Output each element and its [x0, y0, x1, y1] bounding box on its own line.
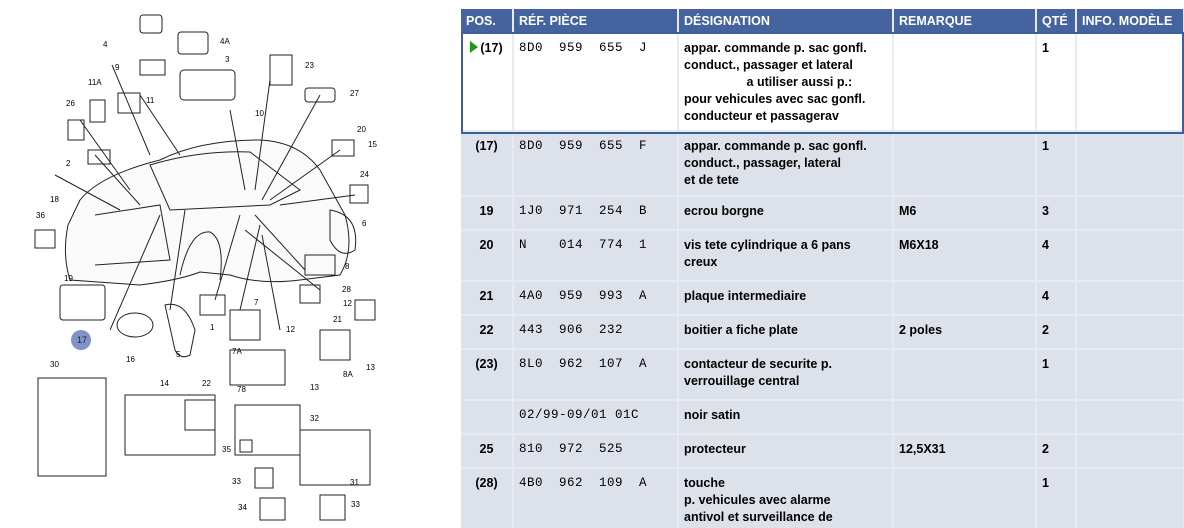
- row-ref: 4A0 959 993 A: [513, 281, 678, 315]
- row-qty: 2: [1036, 434, 1076, 468]
- row-qty: 1: [1036, 131, 1076, 196]
- row-info: [1076, 196, 1184, 230]
- callout-label[interactable]: 4A: [220, 37, 230, 46]
- callout-label[interactable]: 23: [305, 61, 314, 70]
- row-pos: 21: [461, 281, 513, 315]
- table-row[interactable]: [461, 434, 1184, 468]
- table-row[interactable]: [461, 468, 1184, 528]
- callout-label[interactable]: 1: [210, 323, 215, 332]
- row-info: [1076, 33, 1184, 131]
- row-info: [1076, 349, 1184, 400]
- row-info: [1076, 315, 1184, 349]
- callout-label[interactable]: 9: [115, 63, 120, 72]
- table-row[interactable]: [461, 315, 1184, 349]
- callout-label[interactable]: 11A: [88, 78, 102, 87]
- callout-label[interactable]: 27: [350, 89, 359, 98]
- callout-label[interactable]: 30: [50, 360, 59, 369]
- row-pos: 20: [461, 230, 513, 281]
- row-pos: (28): [461, 468, 513, 528]
- callout-label[interactable]: 78: [237, 385, 246, 394]
- callout-label[interactable]: 5: [176, 350, 181, 359]
- callout-label[interactable]: 13: [366, 363, 375, 372]
- callout-label[interactable]: 8: [345, 262, 350, 271]
- row-designation: touche p. vehicules avec alarme antivol et surveillance de: [678, 468, 893, 528]
- row-ref: 02/99-09/01 01C: [513, 400, 678, 434]
- callout-label[interactable]: 32: [310, 414, 319, 423]
- callout-label[interactable]: 11: [146, 96, 155, 105]
- parts-table: [461, 9, 1184, 528]
- row-info: [1076, 434, 1184, 468]
- row-qty: 2: [1036, 315, 1076, 349]
- callout-label[interactable]: 2: [66, 159, 71, 168]
- row-qty: [1036, 400, 1076, 434]
- callout-label[interactable]: 4: [103, 40, 108, 49]
- row-ref: 443 906 232: [513, 315, 678, 349]
- row-qty: 1: [1036, 33, 1076, 131]
- row-pos: (17): [461, 131, 513, 196]
- callout-label[interactable]: 7A: [232, 347, 242, 356]
- callout-label[interactable]: 15: [368, 140, 377, 149]
- callout-label[interactable]: 31: [350, 478, 359, 487]
- row-designation: appar. commande p. sac gonfl. conduct., passager et lateral a utiliser aussi p.: pour vehicules avec sac gonfl. conducteur et passagerav: [678, 33, 893, 131]
- row-info: [1076, 230, 1184, 281]
- row-qty: 4: [1036, 230, 1076, 281]
- row-remark: 12,5X31: [893, 434, 1036, 468]
- callout-label[interactable]: 8A: [343, 370, 353, 379]
- row-pos: 22: [461, 315, 513, 349]
- row-designation: appar. commande p. sac gonfl. conduct., passager, lateral et de tete: [678, 131, 893, 196]
- callout-label[interactable]: 35: [222, 445, 231, 454]
- callout-label[interactable]: 36: [36, 211, 45, 220]
- row-remark: [893, 281, 1036, 315]
- parts-table-panel: [461, 9, 1184, 528]
- callout-label[interactable]: 7: [254, 298, 259, 307]
- row-remark: [893, 468, 1036, 528]
- callout-label[interactable]: 12: [286, 325, 295, 334]
- callout-label[interactable]: 10: [255, 109, 264, 118]
- row-designation: vis tete cylindrique a 6 pans creux: [678, 230, 893, 281]
- row-pos-text: (17): [480, 41, 503, 55]
- row-ref: 8D0 959 655 J: [513, 33, 678, 131]
- row-remark: M6: [893, 196, 1036, 230]
- callout-label[interactable]: 18: [50, 195, 59, 204]
- header-designation[interactable]: DÉSIGNATION: [678, 9, 893, 33]
- row-pos: 19: [461, 196, 513, 230]
- callout-label[interactable]: 28: [342, 285, 351, 294]
- header-remark[interactable]: REMARQUE: [893, 9, 1036, 33]
- header-qty[interactable]: QTÉ: [1036, 9, 1076, 33]
- callout-label[interactable]: 26: [66, 99, 75, 108]
- row-info: [1076, 281, 1184, 315]
- row-remark: [893, 131, 1036, 196]
- row-qty: 1: [1036, 468, 1076, 528]
- row-info: [1076, 131, 1184, 196]
- row-remark: 2 poles: [893, 315, 1036, 349]
- row-qty: 3: [1036, 196, 1076, 230]
- row-designation: plaque intermediaire: [678, 281, 893, 315]
- row-designation: noir satin: [678, 400, 893, 434]
- callout-label[interactable]: 6: [362, 219, 367, 228]
- table-header-row: [461, 9, 1184, 33]
- table-row[interactable]: [461, 131, 1184, 196]
- row-pos: [461, 400, 513, 434]
- callout-label[interactable]: 19: [64, 274, 73, 283]
- row-ref: 8L0 962 107 A: [513, 349, 678, 400]
- row-ref: 810 972 525: [513, 434, 678, 468]
- header-ref[interactable]: RÉF. PIÈCE: [513, 9, 678, 33]
- callout-label[interactable]: 3: [225, 55, 230, 64]
- row-remark: [893, 349, 1036, 400]
- row-designation: contacteur de securite p. verrouillage central: [678, 349, 893, 400]
- row-ref: N 014 774 1: [513, 230, 678, 281]
- row-pos: 25: [461, 434, 513, 468]
- row-ref: 1J0 971 254 B: [513, 196, 678, 230]
- header-pos[interactable]: POS.: [461, 9, 513, 33]
- table-row[interactable]: [461, 230, 1184, 281]
- callout-label[interactable]: 14: [160, 379, 169, 388]
- row-designation: boitier a fiche plate: [678, 315, 893, 349]
- row-qty: 4: [1036, 281, 1076, 315]
- row-remark: [893, 400, 1036, 434]
- callout-label[interactable]: 22: [202, 379, 211, 388]
- row-remark: [893, 33, 1036, 131]
- table-row[interactable]: [461, 400, 1184, 434]
- header-info[interactable]: INFO. MODÈLE: [1076, 9, 1184, 33]
- callout-label[interactable]: 13: [310, 383, 319, 392]
- parts-diagram: [0, 0, 458, 528]
- callout-label[interactable]: 17: [77, 335, 88, 345]
- callout-label[interactable]: 33: [232, 477, 241, 486]
- table-row[interactable]: [461, 281, 1184, 315]
- row-ref: 8D0 959 655 F: [513, 131, 678, 196]
- callout-label[interactable]: 20: [357, 125, 366, 134]
- row-designation: ecrou borgne: [678, 196, 893, 230]
- callout-label[interactable]: 16: [126, 355, 135, 364]
- table-row[interactable]: [461, 196, 1184, 230]
- row-qty: 1: [1036, 349, 1076, 400]
- exploded-view-drawing: [0, 0, 458, 528]
- table-row[interactable]: [461, 349, 1184, 400]
- selected-arrow-icon: [470, 41, 478, 53]
- row-designation: protecteur: [678, 434, 893, 468]
- callout-label[interactable]: 12: [343, 299, 352, 308]
- row-ref: 4B0 962 109 A: [513, 468, 678, 528]
- callout-label[interactable]: 24: [360, 170, 369, 179]
- row-pos: [461, 33, 513, 131]
- row-info: [1076, 468, 1184, 528]
- row-remark: M6X18: [893, 230, 1036, 281]
- row-pos: (23): [461, 349, 513, 400]
- callout-label[interactable]: 34: [238, 503, 247, 512]
- row-info: [1076, 400, 1184, 434]
- callout-label[interactable]: 21: [333, 315, 342, 324]
- callout-label[interactable]: 33: [351, 500, 360, 509]
- table-row[interactable]: [461, 33, 1184, 131]
